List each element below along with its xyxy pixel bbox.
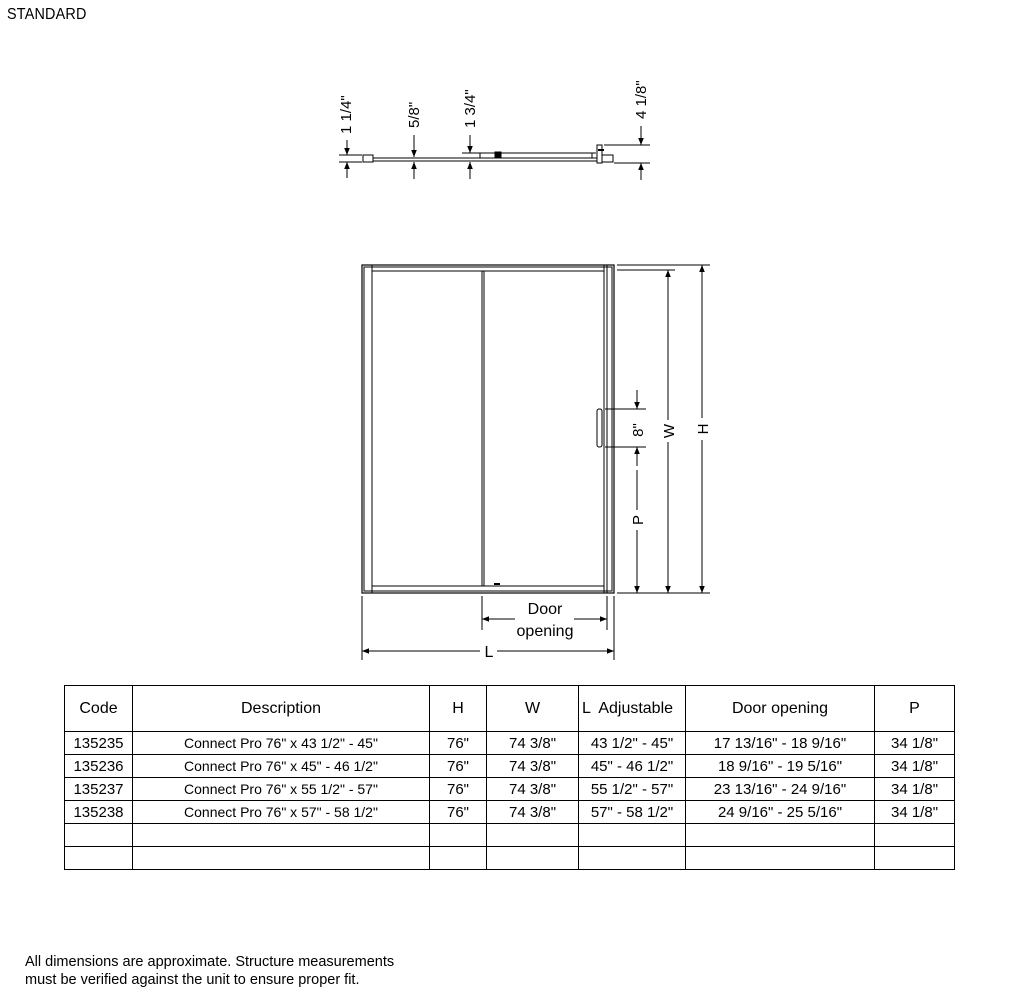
dim-label-l: L <box>484 644 494 661</box>
cell-h <box>430 824 487 847</box>
table-row <box>65 801 955 824</box>
cell-w: 74 3/8" <box>487 801 579 824</box>
top-view-right-profile <box>597 145 602 163</box>
table-row <box>65 824 955 847</box>
dim-label-h: H <box>695 423 712 435</box>
dim-label-p: P <box>630 514 647 526</box>
cell-l: 43 1/2" - 45" <box>579 732 686 755</box>
top-view <box>339 126 650 180</box>
cell-code: 135236 <box>65 755 133 778</box>
disclaimer-line-2: must be verified against the unit to ensure proper fit. <box>25 972 360 988</box>
table-row <box>65 847 955 870</box>
cell-l: 57" - 58 1/2" <box>579 801 686 824</box>
cell-description <box>133 824 430 847</box>
cell-door-opening <box>686 824 875 847</box>
table-header-row <box>65 686 955 732</box>
cell-door-opening: 17 13/16" - 18 9/16" <box>686 732 875 755</box>
col-header-h: H <box>430 686 487 732</box>
cell-h: 76" <box>430 801 487 824</box>
cell-l: 55 1/2" - 57" <box>579 778 686 801</box>
cell-h: 76" <box>430 755 487 778</box>
disclaimer-note <box>25 953 394 989</box>
cell-description: Connect Pro 76" x 45" - 46 1/2" <box>133 755 430 778</box>
top-view-left-profile <box>363 155 373 162</box>
cell-w <box>487 847 579 870</box>
door-opening-label-line1: Door <box>527 601 563 618</box>
col-header-code: Code <box>65 686 133 732</box>
cell-door-opening <box>686 847 875 870</box>
spec-table <box>64 685 955 870</box>
cell-w: 74 3/8" <box>487 732 579 755</box>
cell-p <box>875 824 955 847</box>
cell-description: Connect Pro 76" x 43 1/2" - 45" <box>133 732 430 755</box>
disclaimer-line-1: All dimensions are approximate. Structure measurements <box>25 954 395 970</box>
door-handle <box>597 409 602 447</box>
dim-label-handle: 8" <box>630 423 647 437</box>
cell-code: 135235 <box>65 732 133 755</box>
dim-label-4-1-8: 4 1/8" <box>633 80 650 119</box>
table-row <box>65 778 955 801</box>
cell-code: 135237 <box>65 778 133 801</box>
cell-description: Connect Pro 76" x 55 1/2" - 57" <box>133 778 430 801</box>
dim-label-5-8: 5/8" <box>406 101 423 128</box>
cell-door-opening: 24 9/16" - 25 5/16" <box>686 801 875 824</box>
table-row <box>65 755 955 778</box>
cell-code <box>65 847 133 870</box>
cell-p <box>875 847 955 870</box>
cell-code <box>65 824 133 847</box>
cell-w: 74 3/8" <box>487 755 579 778</box>
col-header-l-adjustable: L Adjustable <box>579 686 686 732</box>
cell-description: Connect Pro 76" x 57" - 58 1/2" <box>133 801 430 824</box>
cell-description <box>133 847 430 870</box>
dim-label-w: W <box>661 423 678 439</box>
cell-w <box>487 824 579 847</box>
cell-door-opening: 23 13/16" - 24 9/16" <box>686 778 875 801</box>
table-row <box>65 732 955 755</box>
cell-code: 135238 <box>65 801 133 824</box>
col-header-description: Description <box>133 686 430 732</box>
col-header-w: W <box>487 686 579 732</box>
cell-w: 74 3/8" <box>487 778 579 801</box>
cell-h <box>430 847 487 870</box>
cell-h: 76" <box>430 732 487 755</box>
door-opening-label-line2: opening <box>516 623 574 640</box>
cell-p: 34 1/8" <box>875 755 955 778</box>
page-title: STANDARD <box>7 6 87 23</box>
cell-door-opening: 18 9/16" - 19 5/16" <box>686 755 875 778</box>
cell-l <box>579 847 686 870</box>
cell-l <box>579 824 686 847</box>
dim-label-1-1-4: 1 1/4" <box>338 95 355 134</box>
cell-h: 76" <box>430 778 487 801</box>
col-header-p: P <box>875 686 955 732</box>
cell-p: 34 1/8" <box>875 778 955 801</box>
col-header-door-opening: Door opening <box>686 686 875 732</box>
dim-label-1-3-4: 1 3/4" <box>462 89 479 128</box>
cell-p: 34 1/8" <box>875 801 955 824</box>
cell-l: 45" - 46 1/2" <box>579 755 686 778</box>
door-frame <box>362 265 614 593</box>
cell-p: 34 1/8" <box>875 732 955 755</box>
